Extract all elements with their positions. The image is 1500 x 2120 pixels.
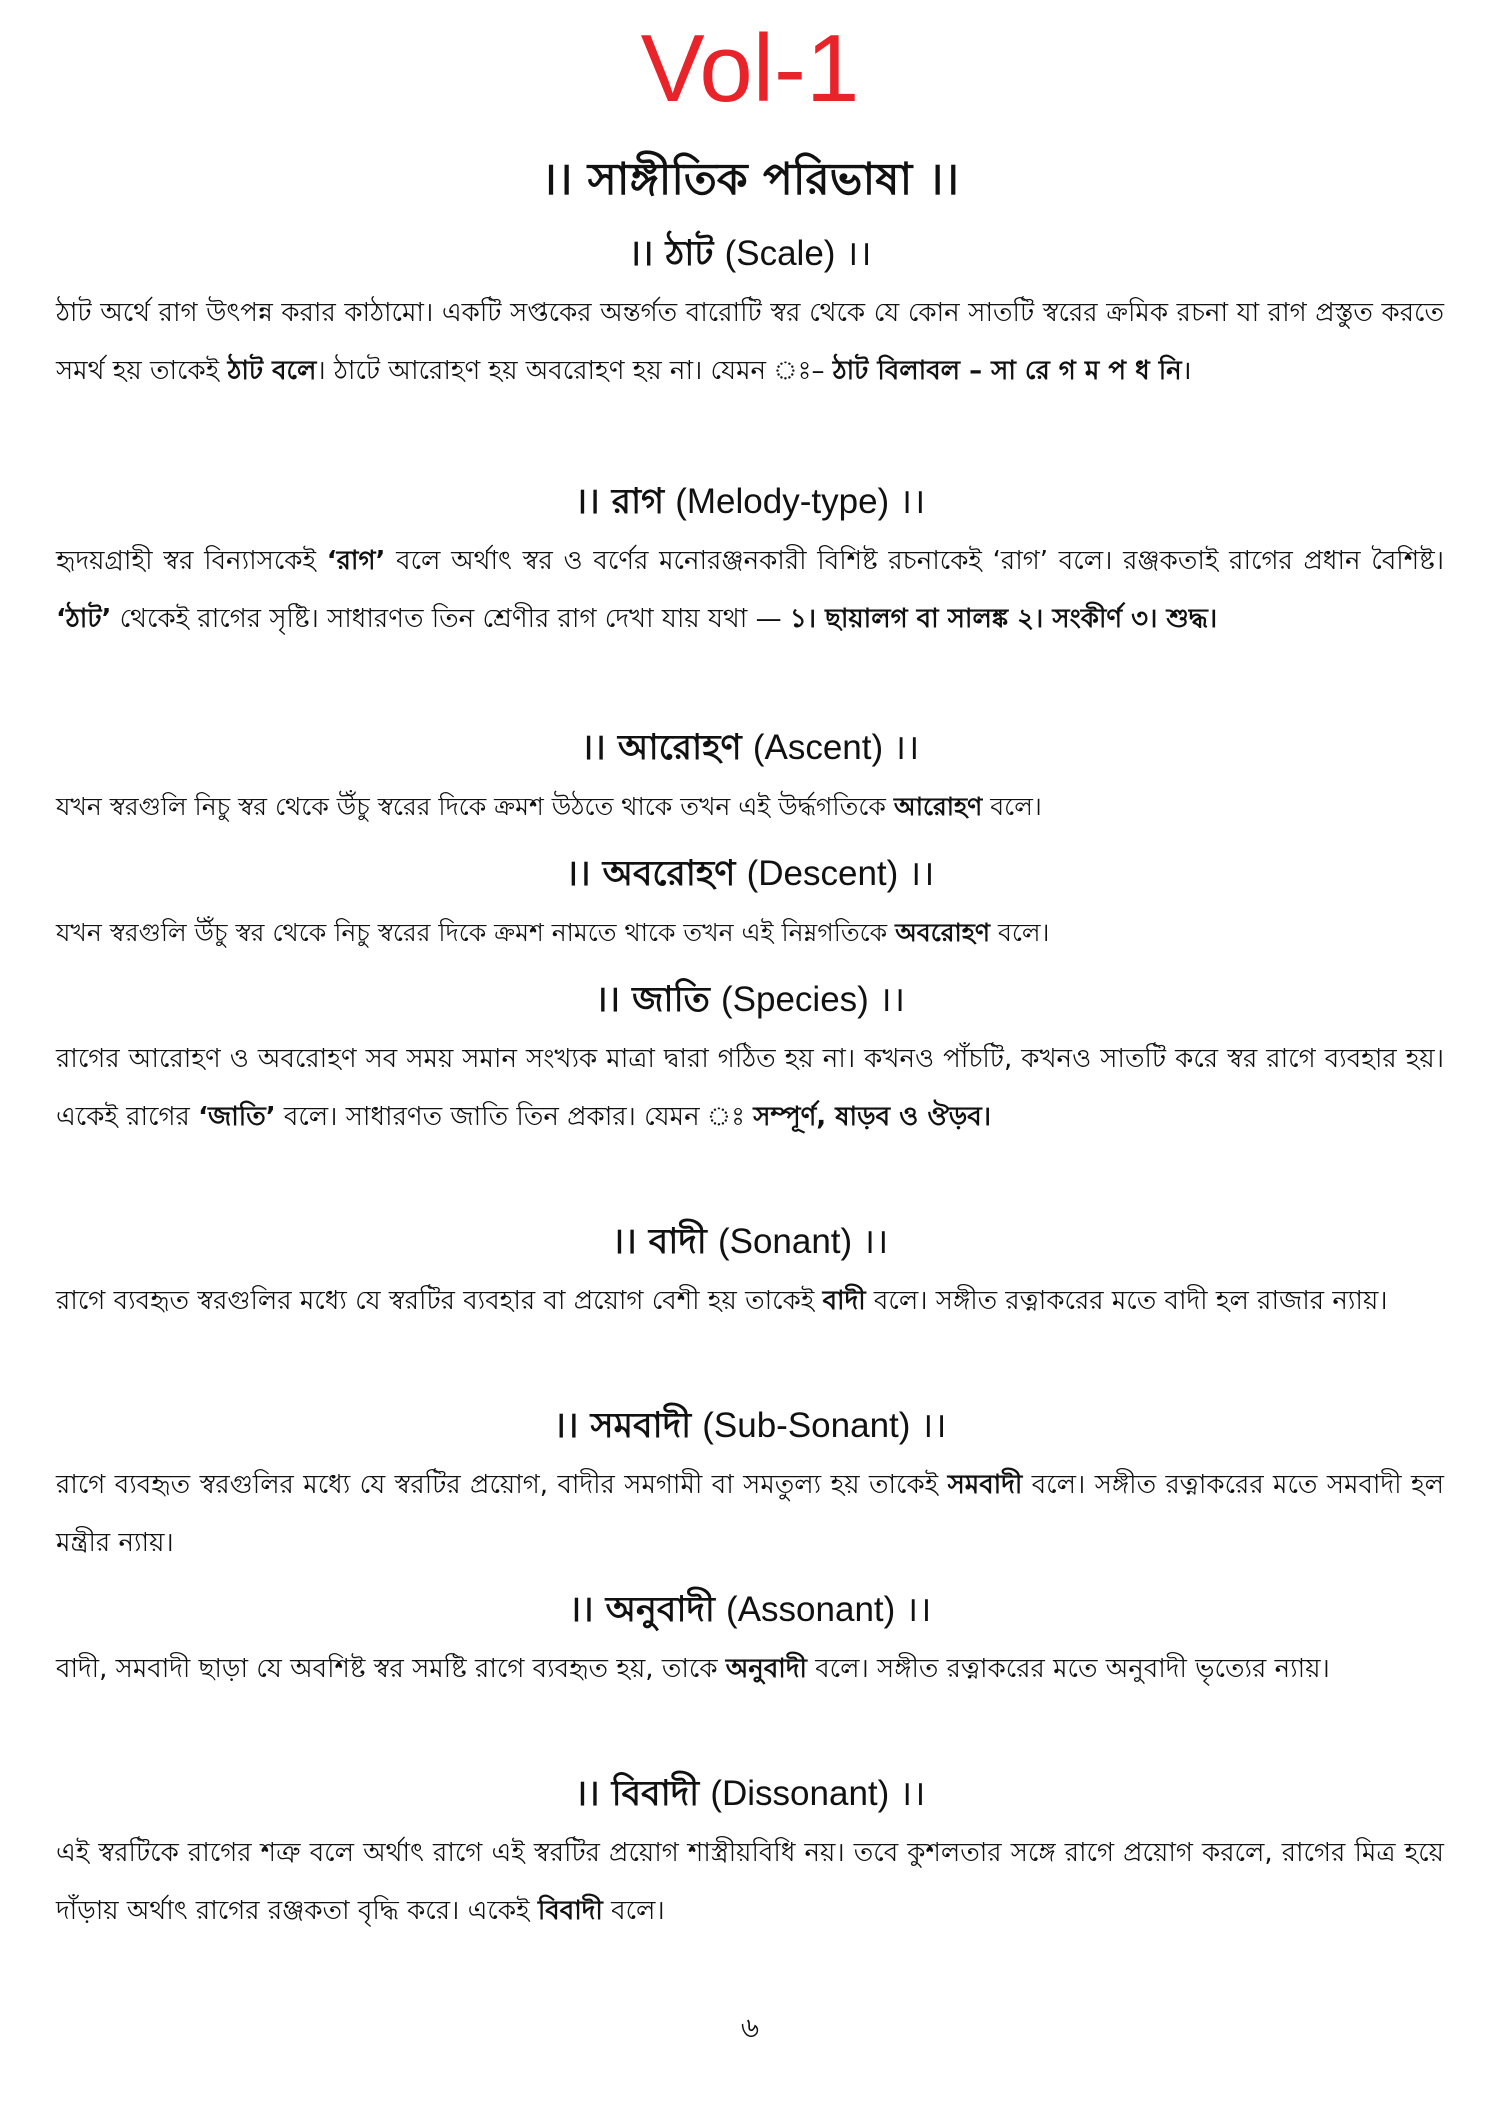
- section-heading: ।। ঠাট (Scale) ।।: [628, 234, 872, 274]
- section-heading: ।। রাগ (Melody-type) ।।: [574, 482, 926, 522]
- section-heading: ।। অনুবাদী (Assonant) ।।: [568, 1590, 932, 1630]
- page-number: ৬: [740, 2011, 760, 2044]
- section-heading: ।। অবরোহণ (Descent) ।।: [565, 854, 935, 894]
- section-paragraph: ঠাট অর্থে রাগ উৎপন্ন করার কাঠামো। একটি সপ্তকের অন্তর্গত বারোটি স্বর থেকে যে কোন সাতটি স্বরের ক্রমিক রচনা যা রাগ প্রস্তুত করতে সমর্থ হয় তাকেই ঠাট বলে। ঠাটে আরোহণ হয় অবরোহণ হয় না। যেমন ঃ– ঠাট বিলাবল – সা রে গ ম প ধ নি।: [56, 298, 1444, 386]
- volume-label: Vol-1: [640, 15, 860, 122]
- section-scale: [56, 230, 1444, 400]
- section-species: [56, 976, 1444, 1146]
- section-paragraph: রাগের আরোহণ ও অবরোহণ সব সময় সমান সংখ্যক মাত্রা দ্বারা গঠিত হয় না। কখনও পাঁচটি, কখনও সাতটি করে স্বর রাগে ব্যবহার হয়। একেই রাগের ‘জাতি’ বলে। সাধারণত জাতি তিন প্রকার। যেমন ঃ সম্পূর্ণ, ষাড়ব ও ঔড়ব।: [56, 1044, 1444, 1132]
- page-title: ।। সাঙ্গীতিক পরিভাষা ।।: [540, 154, 960, 205]
- section-dissonant: [56, 1770, 1444, 1940]
- section-heading: ।। বাদী (Sonant) ।।: [611, 1222, 889, 1262]
- section-heading: ।। জাতি (Species) ।।: [594, 980, 906, 1020]
- section-heading: ।। বিবাদী (Dissonant) ।।: [574, 1774, 926, 1814]
- section-ascent: [56, 724, 1444, 836]
- section-paragraph: এই স্বরটিকে রাগের শত্রু বলে অর্থাৎ রাগে এই স্বরটির প্রয়োগ শাস্ত্রীয়বিধি নয়। তবে কুশলতার সঙ্গে রাগে প্রয়োগ করলে, রাগের মিত্র হয়ে দাঁড়ায় অর্থাৎ রাগের রঞ্জকতা বৃদ্ধি করে। একেই বিবাদী বলে।: [56, 1838, 1444, 1926]
- section-heading: ।। সমবাদী (Sub-Sonant) ।।: [553, 1406, 947, 1446]
- section-paragraph: হৃদয়গ্রাহী স্বর বিন্যাসকেই ‘রাগ’ বলে অর্থাৎ স্বর ও বর্ণের মনোরঞ্জনকারী বিশিষ্ট রচনাকেই ‘রাগ’ বলে। রঞ্জকতাই রাগের প্রধান বৈশিষ্ট। ‘ঠাট’ থেকেই রাগের সৃষ্টি। সাধারণত তিন শ্রেণীর রাগ দেখা যায় যথা — ১। ছায়ালগ বা সালঙ্ক ২। সংকীর্ণ ৩। শুদ্ধ।: [56, 546, 1444, 634]
- section-paragraph: যখন স্বরগুলি নিচু স্বর থেকে উঁচু স্বরের দিকে ক্রমশ উঠতে থাকে তখন এই উর্দ্ধগতিকে আরোহণ বলে।: [56, 792, 1042, 821]
- section-sub-sonant: [56, 1402, 1444, 1572]
- section-paragraph: যখন স্বরগুলি উঁচু স্বর থেকে নিচু স্বরের দিকে ক্রমশ নামতে থাকে তখন এই নিম্নগতিকে অবরোহণ বলে।: [56, 918, 1050, 947]
- section-paragraph: রাগে ব্যবহৃত স্বরগুলির মধ্যে যে স্বরটির প্রয়োগ, বাদীর সমগামী বা সমতুল্য হয় তাকেই সমবাদী বলে। সঙ্গীত রত্নাকরের মতে সমবাদী হল মন্ত্রীর ন্যায়।: [56, 1470, 1444, 1558]
- section-paragraph: বাদী, সমবাদী ছাড়া যে অবশিষ্ট স্বর সমষ্টি রাগে ব্যবহৃত হয়, তাকে অনুবাদী বলে। সঙ্গীত রত্নাকরের মতে অনুবাদী ভৃত্যের ন্যায়।: [56, 1654, 1330, 1684]
- section-assonant: [56, 1586, 1444, 1698]
- section-heading: ।। আরোহণ (Ascent) ।।: [580, 728, 920, 768]
- section-melody-type: [56, 478, 1444, 648]
- section-paragraph: রাগে ব্যবহৃত স্বরগুলির মধ্যে যে স্বরটির ব্যবহার বা প্রয়োগ বেশী হয় তাকেই বাদী বলে। সঙ্গীত রত্নাকরের মতে বাদী হল রাজার ন্যায়।: [56, 1286, 1388, 1316]
- section-sonant: [56, 1218, 1444, 1330]
- section-descent: [56, 850, 1444, 962]
